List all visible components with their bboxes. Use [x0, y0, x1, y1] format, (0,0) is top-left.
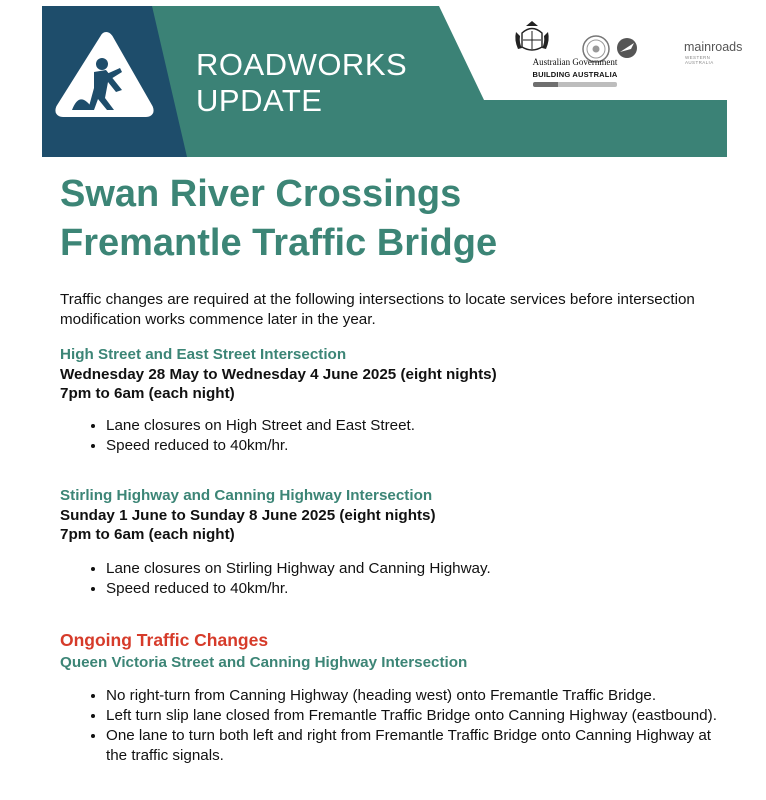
list-item: • Speed reduced to 40km/hr. — [106, 436, 726, 456]
section-1-bullet-list — [88, 416, 726, 456]
list-item: • Lane closures on Stirling Highway and Canning Highway. — [106, 559, 726, 579]
page-title-line2: Fremantle Traffic Bridge — [60, 222, 498, 264]
section-1-dates: Wednesday 28 May to Wednesday 4 June 2025 (eight nights) — [60, 366, 497, 383]
section-2-dates: Sunday 1 June to Sunday 8 June 2025 (eight nights) — [60, 507, 436, 524]
banner-title-line2: UPDATE — [196, 83, 323, 118]
section-1-times: 7pm to 6am (each night) — [60, 385, 235, 402]
list-item: • Speed reduced to 40km/hr. — [106, 579, 726, 599]
banner-title — [196, 47, 407, 119]
section-2-heading: Stirling Highway and Canning Highway Intersection — [60, 487, 433, 504]
page-title — [60, 170, 497, 268]
list-item: • One lane to turn both left and right from Fremantle Traffic Bridge onto Canning Highway at the traffic signals. — [106, 726, 726, 766]
list-item: • No right-turn from Canning Highway (heading west) onto Fremantle Traffic Bridge. — [106, 686, 726, 706]
mainroads-logo-icon — [617, 38, 637, 58]
roadworks-banner — [42, 6, 743, 157]
gov-logo-text: Australian Government — [532, 57, 618, 67]
gov-logo-bar — [533, 82, 617, 87]
ongoing-changes-heading: Ongoing Traffic Changes — [60, 630, 269, 650]
section-1-heading: High Street and East Street Intersection — [60, 346, 347, 363]
section-2-bullet-list — [88, 559, 726, 599]
list-item: • Left turn slip lane closed from Fremantle Traffic Bridge onto Canning Highway (eastbound). — [106, 706, 726, 726]
gov-logo-tagline: BUILDING AUSTRALIA — [532, 70, 618, 79]
banner-title-line1: ROADWORKS — [196, 47, 408, 82]
page-title-line1: Swan River Crossings — [60, 173, 462, 215]
section-2-times: 7pm to 6am (each night) — [60, 526, 235, 543]
mainroads-logo-text: mainroads — [684, 40, 743, 54]
list-item: • Lane closures on High Street and East Street. — [106, 416, 726, 436]
ongoing-changes-subheading: Queen Victoria Street and Canning Highway Intersection — [60, 654, 468, 671]
mainroads-logo-subtext: WESTERN AUSTRALIA — [685, 55, 714, 65]
ongoing-bullet-list — [88, 686, 726, 766]
intro-paragraph: Traffic changes are required at the following intersections to locate services before intersection modification works commence later in the year. — [60, 291, 695, 328]
australian-government-logo — [532, 28, 618, 87]
